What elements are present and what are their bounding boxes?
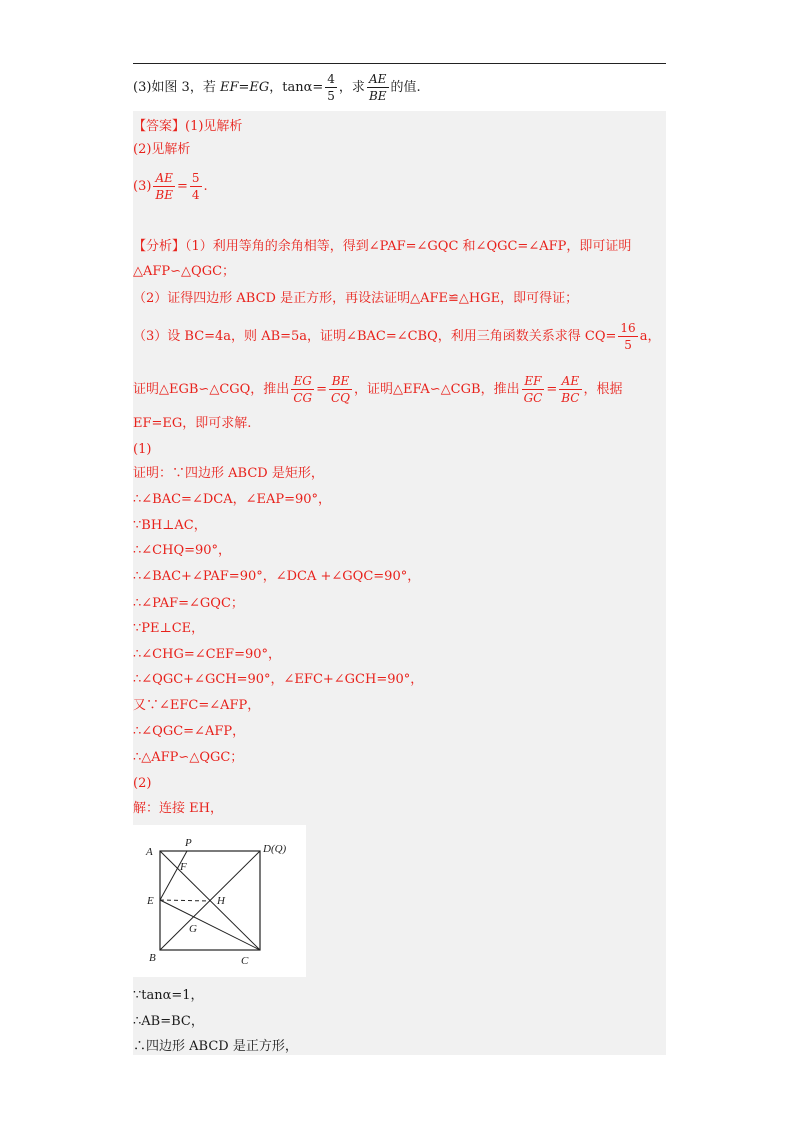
analysis-fraction-be-cq: $\frac{BE}{CQ}$	[331, 374, 351, 405]
answer-part-3-tail: .	[203, 179, 208, 194]
solution-line: ∴∠QGC+∠GCH=90°，∠EFC+∠GCH=90°，	[133, 672, 424, 687]
analysis-line-6	[133, 414, 251, 434]
question-condition: EF=EG	[219, 80, 270, 95]
analysis-equals-1: =	[316, 382, 327, 397]
analysis-cq-fraction: $\frac{16}{5}$	[620, 321, 636, 352]
label-d: D(Q)	[263, 843, 287, 855]
label-h: H	[217, 895, 225, 907]
solution-line: 又∵∠EFC=∠AFP，	[133, 698, 261, 713]
segment-ec	[160, 900, 260, 950]
question-ask-fraction: $\frac{AE}{BE}$	[368, 72, 387, 103]
analysis-line-4	[133, 322, 660, 351]
analysis-fraction-eg-cg: $\frac{EG}{CG}$	[293, 374, 313, 405]
answer-part-1: (1)见解析	[185, 119, 243, 134]
segment-ep	[160, 851, 187, 900]
question-tail: 的值.	[390, 80, 421, 95]
answer-line-1	[133, 117, 242, 137]
geometry-figure	[133, 825, 306, 977]
solution-line: ∴∠BAC=∠DCA，∠EAP=90°，	[133, 492, 332, 507]
solution-line: ∴∠CHG=∠CEF=90°，	[133, 647, 282, 662]
label-f: F	[180, 861, 187, 873]
solution-line: ∴∠BAC+∠PAF=90°，∠DCA +∠GQC=90°，	[133, 569, 421, 584]
analysis-text-5a: 证明△EGB∽△CGQ，推出	[133, 382, 290, 397]
answer-part-3-value: $\frac{5}{4}$	[191, 171, 200, 202]
analysis-line-2	[133, 262, 235, 282]
analysis-text-5b: ，证明△EFA∽△CGB，推出	[354, 382, 520, 397]
answer-part-3-prefix: (3)	[133, 179, 152, 194]
analysis-line-5	[133, 375, 623, 404]
solution-line: ∴∠CHQ=90°，	[133, 543, 232, 558]
solution-line: ∴∠QGC=∠AFP，	[133, 724, 246, 739]
analysis-text-3: （2）证得四边形 ABCD 是正方形，再设法证明△AFE≌△HGE，即可得证；	[133, 291, 579, 306]
analysis-line-1	[133, 237, 631, 257]
label-a: A	[146, 846, 153, 858]
analysis-text-4-tail: a，	[639, 329, 661, 344]
answer-label: 【答案】	[133, 119, 186, 134]
analysis-text-1: （1）利用等角的余角相等，得到∠PAF=∠GQC 和∠QGC=∠AFP，即可证明	[185, 239, 632, 254]
solution-line: 解：连接 EH，	[133, 801, 223, 816]
analysis-text-5c: ，根据	[583, 382, 623, 397]
label-p: P	[185, 837, 192, 849]
label-c: C	[241, 955, 249, 967]
label-e: E	[147, 895, 154, 907]
analysis-equals-2: =	[546, 382, 558, 397]
solution-line: ∵PE⊥CE，	[133, 621, 205, 636]
solution-part-1-label: (1)	[133, 442, 152, 457]
solution-line: ∵tanα=1，	[133, 988, 204, 1003]
label-b: B	[149, 952, 156, 964]
analysis-fraction-ef-gc: $\frac{EF}{GC}$	[523, 374, 543, 405]
solution-line: ∵BH⊥AC，	[133, 518, 207, 533]
analysis-fraction-ae-bc: $\frac{AE}{BC}$	[561, 374, 580, 405]
answer-part-3-equals: =	[177, 179, 188, 194]
solution-part-2-label: (2)	[133, 776, 152, 791]
question-ask: ，求	[338, 80, 365, 95]
answer-part-3-fraction: $\frac{AE}{BE}$	[155, 171, 173, 202]
question-prefix: (3)如图 3，若	[133, 80, 220, 95]
question-sep: ，	[269, 80, 283, 95]
solution-line: ∴△AFP∽△QGC；	[133, 750, 244, 765]
answer-part-2: (2)见解析	[133, 142, 191, 157]
header-rule	[133, 63, 666, 64]
solution-line: 证明：∵四边形 ABCD 是矩形，	[133, 466, 324, 481]
analysis-label: 【分析】	[133, 239, 186, 254]
solution-line: ∴∠PAF=∠GQC；	[133, 596, 244, 611]
square-diagram	[133, 825, 306, 977]
analysis-line-3	[133, 289, 578, 309]
solution-line: ∴四边形 ABCD 是正方形，	[133, 1039, 298, 1054]
answer-line-2	[133, 140, 190, 160]
answer-line-3	[133, 172, 208, 201]
question-line	[133, 73, 421, 102]
segment-eh-dashed	[160, 900, 210, 901]
question-tan: tanα=	[282, 80, 324, 95]
analysis-text-2: △AFP∽△QGC；	[133, 264, 236, 279]
label-g: G	[189, 923, 197, 935]
solution-line: ∴AB=BC，	[133, 1014, 204, 1029]
analysis-text-4: （3）设 BC=4a，则 AB=5a，证明∠BAC=∠CBQ，利用三角函数关系求得 CQ=	[133, 329, 617, 344]
question-tan-fraction: $\frac{4}{5}$	[327, 72, 335, 103]
analysis-text-6: EF=EG，即可求解.	[133, 416, 252, 431]
